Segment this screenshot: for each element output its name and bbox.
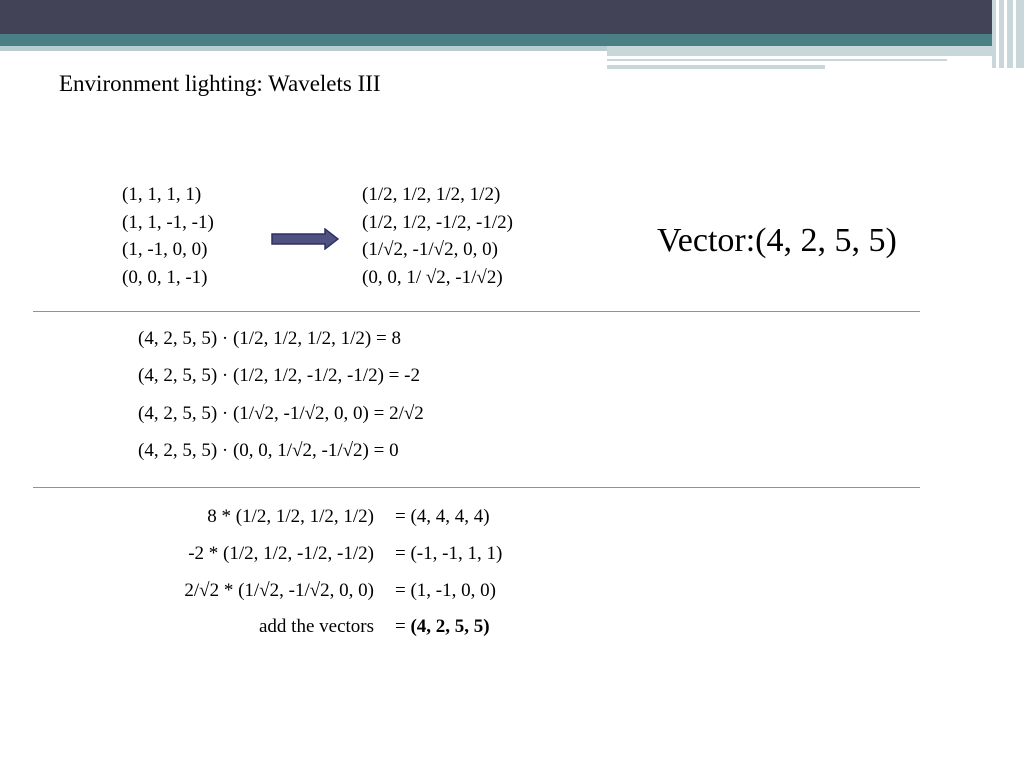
header-bar-dark <box>0 0 1024 34</box>
dot-product-row: (4, 2, 5, 5) · (1/√2, -1/√2, 0, 0) = 2/√2 <box>138 403 424 424</box>
header-accent-line-short <box>607 65 825 69</box>
section-divider <box>33 487 920 488</box>
basis-left-list <box>122 181 214 291</box>
reconstruction-sum-result: = (4, 2, 5, 5) <box>395 616 490 637</box>
basis-left-item: (1, 1, 1, 1) <box>122 184 202 205</box>
basis-right-item: (1/√2, -1/√2, 0, 0) <box>362 239 498 260</box>
reconstruction-result: = (4, 4, 4, 4) <box>395 506 490 527</box>
dot-product-row: (4, 2, 5, 5) · (1/2, 1/2, 1/2, 1/2) = 8 <box>138 328 401 349</box>
header-bar-light <box>0 46 607 51</box>
basis-left-item: (0, 0, 1, -1) <box>122 266 208 288</box>
header-bar-light-right <box>607 46 1007 56</box>
dot-product-row: (4, 2, 5, 5) · (1/2, 1/2, -1/2, -1/2) = -2 <box>138 365 420 386</box>
basis-right-item: (1/2, 1/2, -1/2, -1/2) <box>362 211 513 233</box>
reconstruction-term: 8 * (1/2, 1/2, 1/2, 1/2) <box>207 506 374 527</box>
reconstruction-result: = (-1, -1, 1, 1) <box>395 543 503 564</box>
header-stripes-decoration <box>992 0 1024 68</box>
basis-right-item: (1/2, 1/2, 1/2, 1/2) <box>362 184 501 205</box>
reconstruction-term: -2 * (1/2, 1/2, -1/2, -1/2) <box>188 543 374 564</box>
slide-title: Environment lighting: Wavelets III <box>59 71 381 96</box>
basis-left-item: (1, 1, -1, -1) <box>122 211 214 233</box>
reconstruction-sum-label: add the vectors <box>258 616 374 637</box>
reconstruction-result: = (1, -1, 0, 0) <box>395 580 496 601</box>
basis-right-item: (0, 0, 1/ √2, -1/√2) <box>362 266 503 288</box>
vector-label: Vector:(4, 2, 5, 5) <box>657 222 897 259</box>
basis-left-item: (1, -1, 0, 0) <box>122 239 208 260</box>
section-divider <box>33 311 920 312</box>
reconstruction-term: 2/√2 * (1/√2, -1/√2, 0, 0) <box>184 580 374 601</box>
header-bar-teal <box>0 34 1024 46</box>
right-arrow-icon <box>271 228 339 250</box>
basis-right-list <box>362 181 513 291</box>
dot-product-row: (4, 2, 5, 5) · (0, 0, 1/√2, -1/√2) = 0 <box>138 440 399 461</box>
header-accent-line <box>607 59 947 61</box>
